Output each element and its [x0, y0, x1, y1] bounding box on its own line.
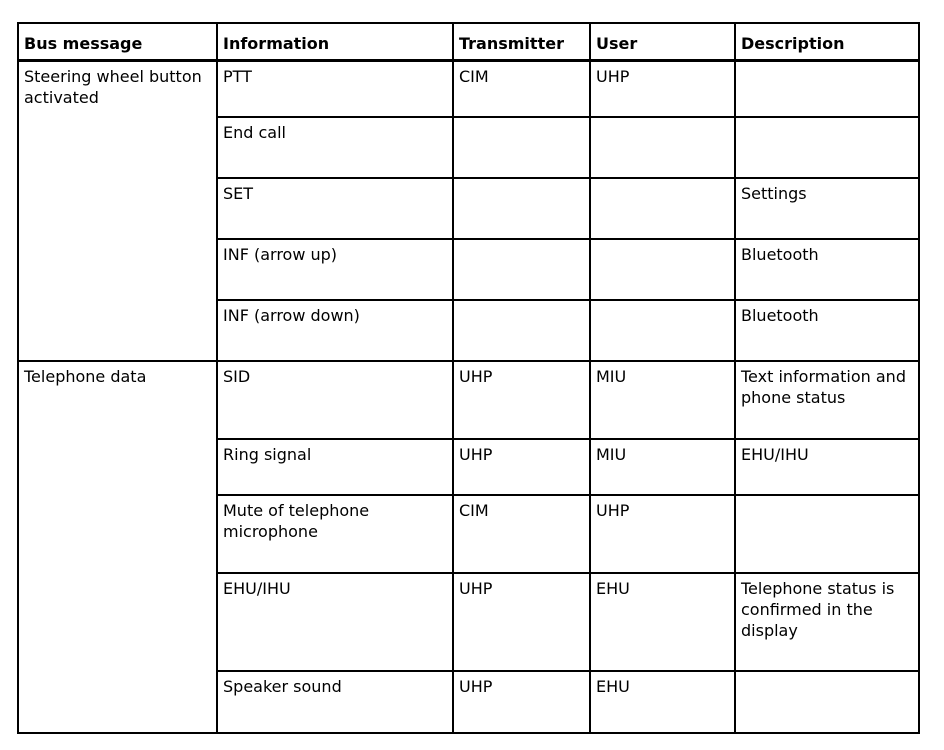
- information-cell: SET: [217, 178, 453, 239]
- transmitter-cell: UHP: [453, 439, 590, 495]
- information-cell: INF (arrow up): [217, 239, 453, 300]
- description-cell: [735, 671, 919, 733]
- description-cell: Text information and phone status: [735, 361, 919, 439]
- user-cell: UHP: [590, 60, 735, 117]
- header-transmitter: Transmitter: [453, 23, 590, 60]
- transmitter-cell: [453, 239, 590, 300]
- information-cell: Speaker sound: [217, 671, 453, 733]
- header-user: User: [590, 23, 735, 60]
- description-cell: [735, 60, 919, 117]
- transmitter-cell: UHP: [453, 361, 590, 439]
- user-cell: EHU: [590, 573, 735, 671]
- table-row: [18, 361, 919, 439]
- information-cell: INF (arrow down): [217, 300, 453, 361]
- description-cell: Bluetooth: [735, 239, 919, 300]
- transmitter-cell: [453, 117, 590, 178]
- information-cell: Mute of telephone microphone: [217, 495, 453, 573]
- header-information: Information: [217, 23, 453, 60]
- description-cell: Telephone status is confirmed in the display: [735, 573, 919, 671]
- information-cell: EHU/IHU: [217, 573, 453, 671]
- user-cell: EHU: [590, 671, 735, 733]
- description-cell: [735, 117, 919, 178]
- bus-message-cell: Steering wheel button activated: [18, 60, 217, 361]
- information-cell: PTT: [217, 60, 453, 117]
- description-cell: [735, 495, 919, 573]
- transmitter-cell: [453, 178, 590, 239]
- header-bus-message: Bus message: [18, 23, 217, 60]
- information-cell: End call: [217, 117, 453, 178]
- bus-message-table: [17, 22, 920, 734]
- description-cell: Bluetooth: [735, 300, 919, 361]
- information-cell: Ring signal: [217, 439, 453, 495]
- information-cell: SID: [217, 361, 453, 439]
- description-cell: EHU/IHU: [735, 439, 919, 495]
- transmitter-cell: [453, 300, 590, 361]
- transmitter-cell: UHP: [453, 671, 590, 733]
- bus-message-cell: Telephone data: [18, 361, 217, 733]
- user-cell: UHP: [590, 495, 735, 573]
- user-cell: [590, 117, 735, 178]
- user-cell: [590, 178, 735, 239]
- transmitter-cell: UHP: [453, 573, 590, 671]
- user-cell: MIU: [590, 361, 735, 439]
- user-cell: [590, 239, 735, 300]
- table-row: [18, 60, 919, 117]
- header-row: [18, 23, 919, 60]
- user-cell: MIU: [590, 439, 735, 495]
- transmitter-cell: CIM: [453, 495, 590, 573]
- transmitter-cell: CIM: [453, 60, 590, 117]
- description-cell: Settings: [735, 178, 919, 239]
- user-cell: [590, 300, 735, 361]
- header-description: Description: [735, 23, 919, 60]
